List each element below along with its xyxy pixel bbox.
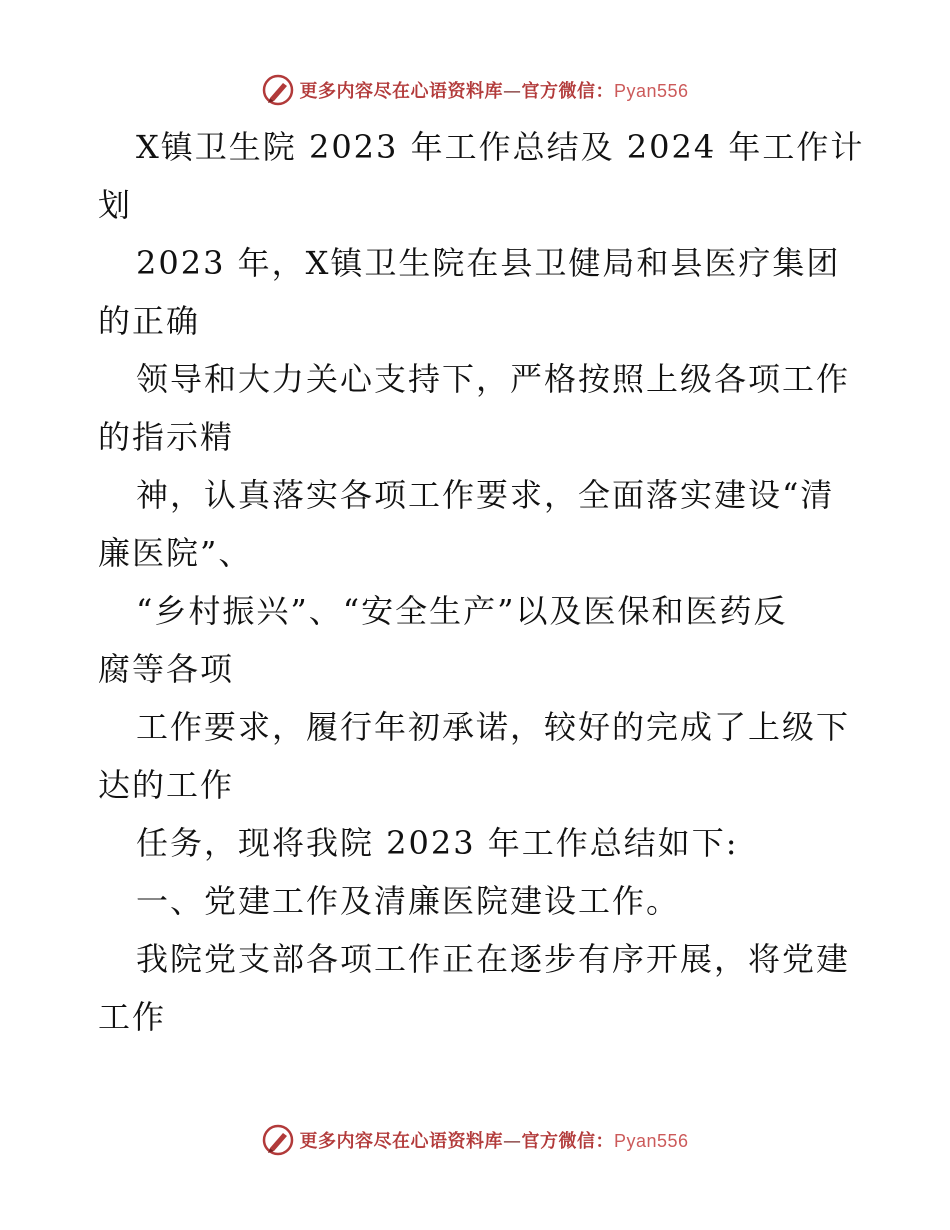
banner-site-name: 更多内容尽在心语资料库 xyxy=(299,81,503,102)
doc-line: 领导和大力关心支持下，严格按照上级各项工作 xyxy=(136,360,851,398)
doc-line: 的指示精 xyxy=(98,418,235,456)
banner-text xyxy=(299,77,688,103)
doc-line: 神，认真落实各项工作要求，全面落实建设“清 xyxy=(136,476,835,514)
doc-line: 达的工作 xyxy=(98,766,235,804)
doc-line: 廉医院”、 xyxy=(98,534,253,572)
document-body xyxy=(98,118,865,1046)
doc-line: 腐等各项 xyxy=(98,650,235,688)
doc-line: “乡村振兴”、“安全生产”以及医保和医药反 xyxy=(136,592,788,630)
doc-line: 工作 xyxy=(98,998,167,1036)
banner-wechat-label: 官方微信： xyxy=(521,81,614,102)
doc-line: 我院党支部各项工作正在逐步有序开展，将党建 xyxy=(136,940,851,978)
doc-line: 任务，现将我院 2023 年工作总结如下: xyxy=(136,824,739,862)
pen-logo-icon xyxy=(261,1123,295,1157)
banner-separator: — xyxy=(502,81,522,102)
doc-title-line-2: 划 xyxy=(98,186,133,224)
doc-line: 2023 年，X镇卫生院在县卫健局和县医疗集团 xyxy=(136,244,841,282)
banner-site-name: 更多内容尽在心语资料库 xyxy=(299,1131,503,1152)
doc-title-line-1: X镇卫生院 2023 年工作总结及 2024 年工作计 xyxy=(136,128,865,166)
footer-banner xyxy=(0,1120,950,1160)
banner-separator: — xyxy=(502,1131,522,1152)
banner-text xyxy=(299,1127,688,1153)
header-banner xyxy=(0,70,950,110)
banner-wechat-id: Pyan556 xyxy=(613,1131,689,1151)
banner-wechat-id: Pyan556 xyxy=(613,81,689,101)
doc-section-heading: 一、党建工作及清廉医院建设工作。 xyxy=(136,882,681,920)
doc-line: 工作要求，履行年初承诺，较好的完成了上级下 xyxy=(136,708,851,746)
doc-line: 的正确 xyxy=(98,302,201,340)
pen-logo-icon xyxy=(261,73,295,107)
banner-wechat-label: 官方微信： xyxy=(521,1131,614,1152)
